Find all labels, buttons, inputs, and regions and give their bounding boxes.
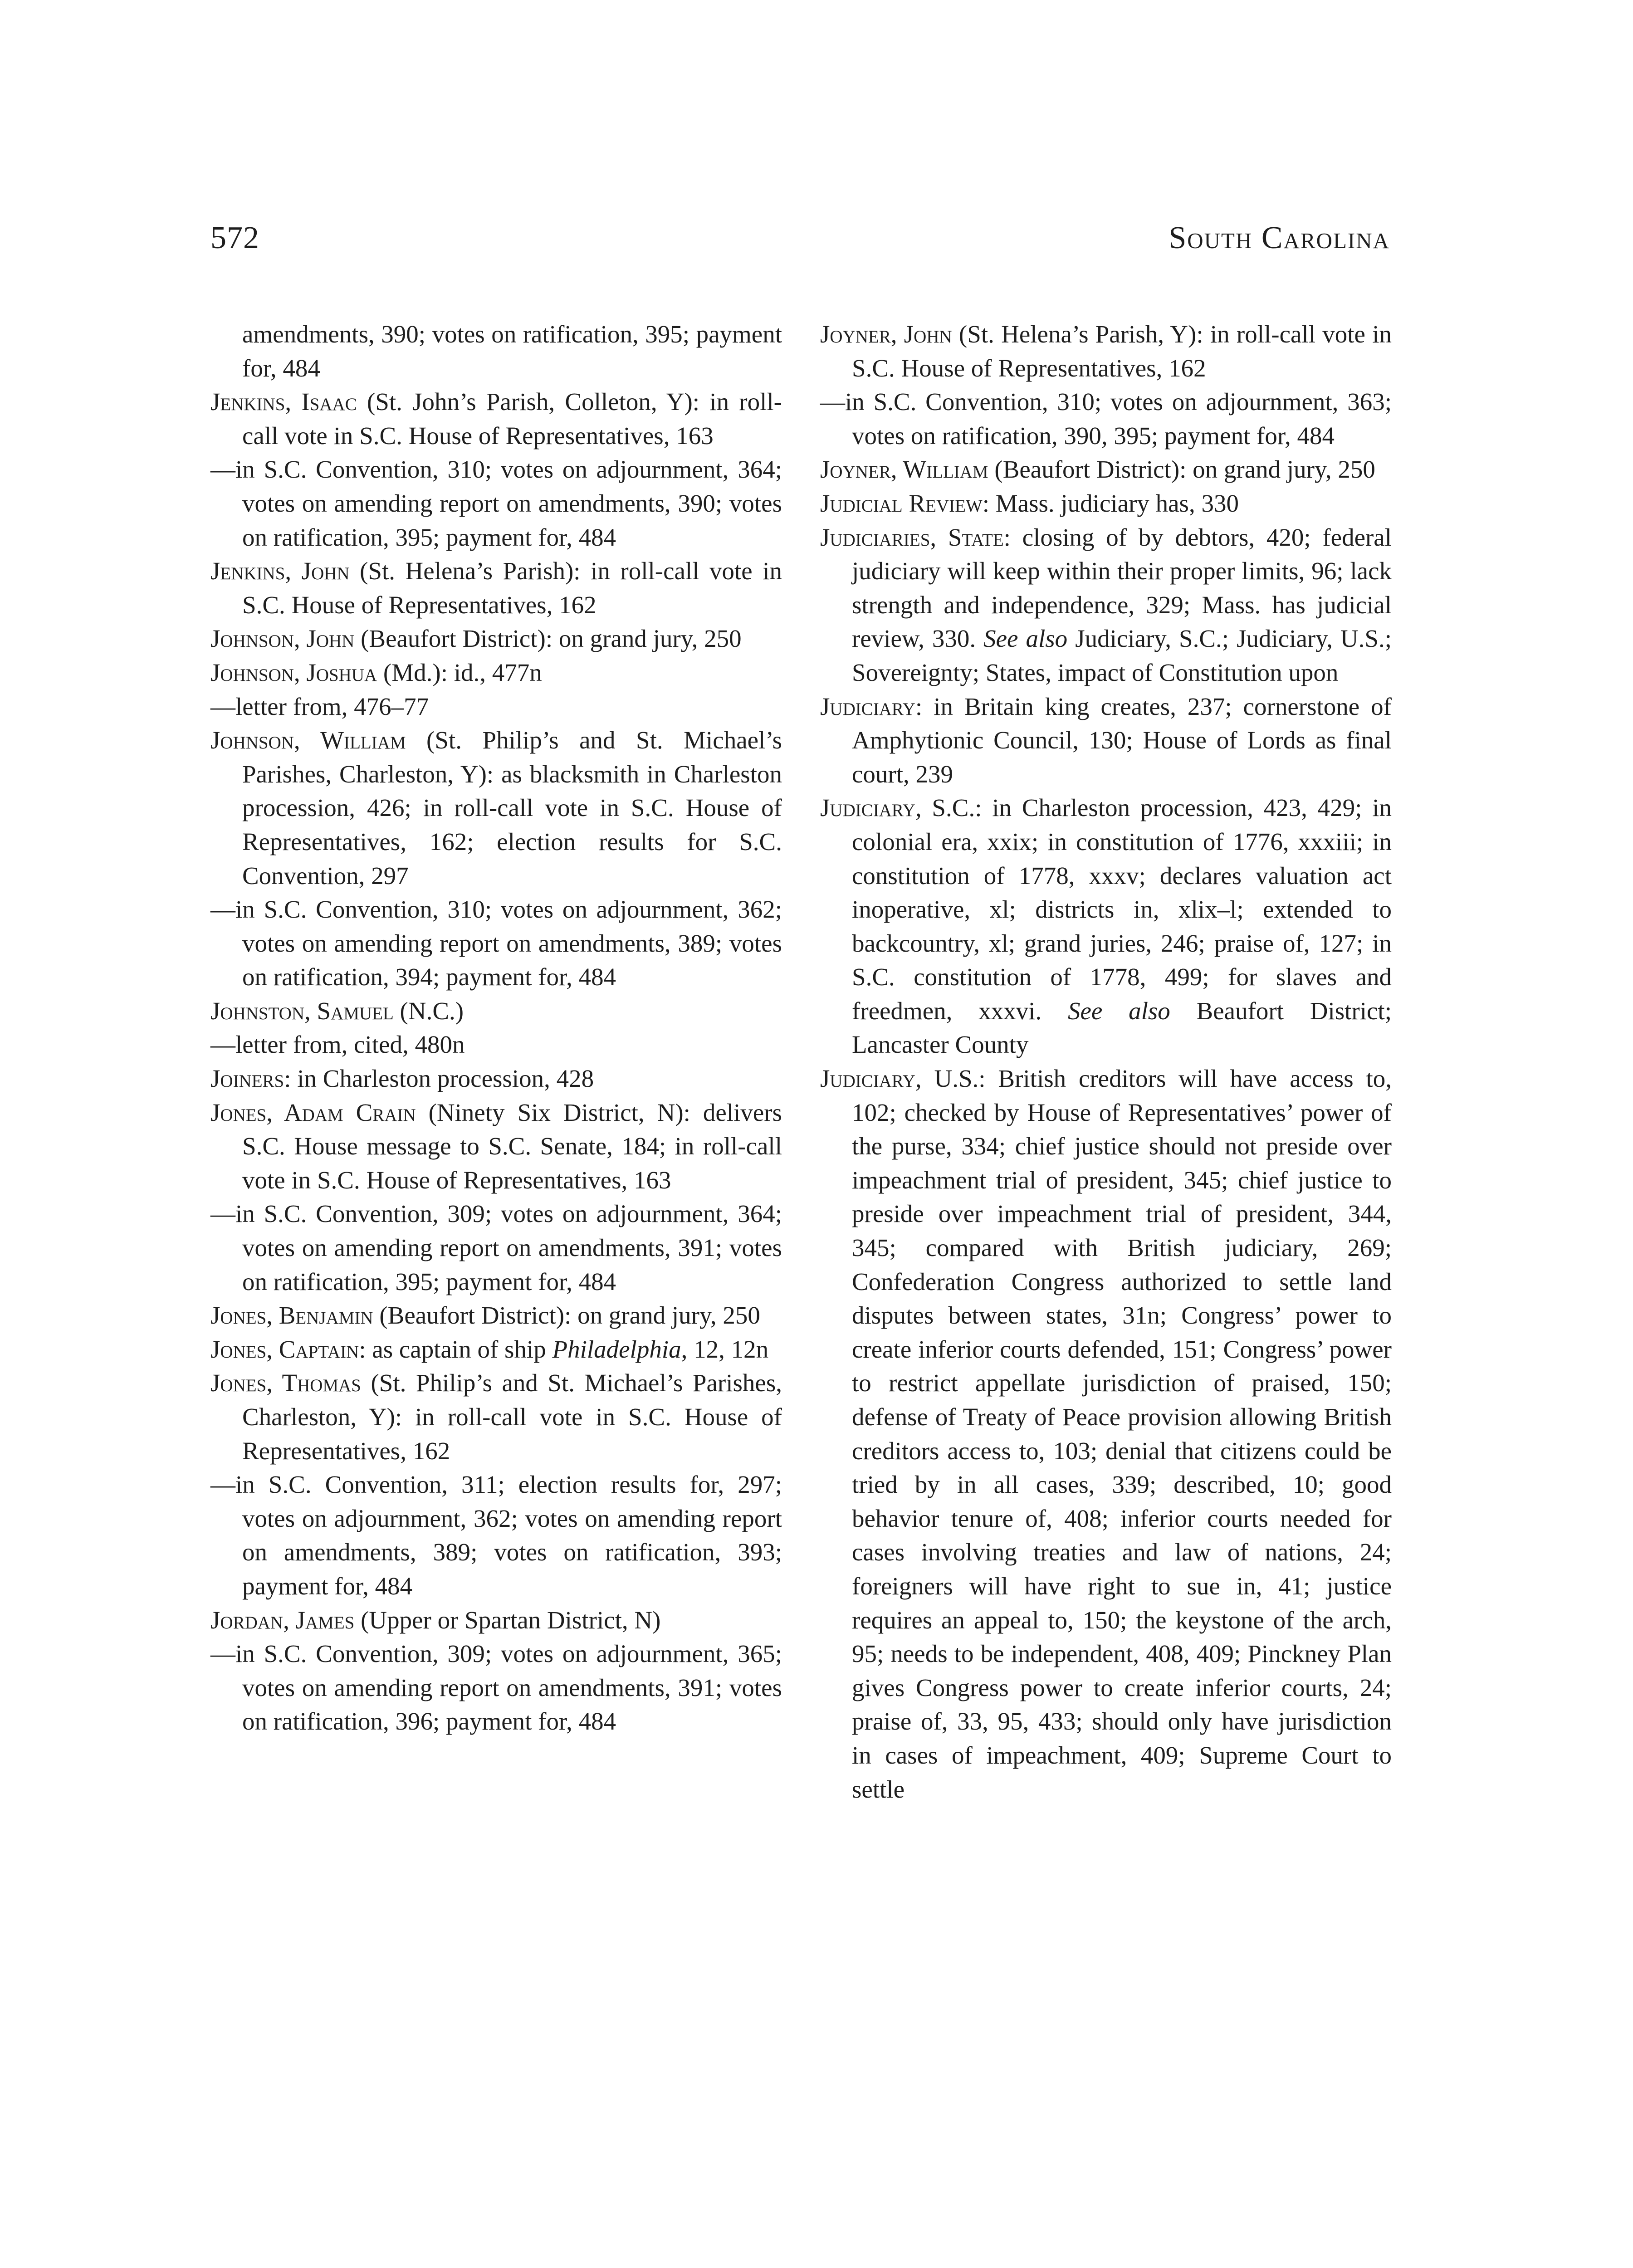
entry-heading: Joyner, William <box>820 455 988 484</box>
entry-heading: Judiciaries, State <box>820 523 1004 551</box>
index-subentry <box>210 1197 782 1299</box>
index-entry <box>210 656 782 690</box>
entry-text: : British creditors will have access to, 102; checked by House of Representatives’ power of the purse, 334; chief justice should not preside over impeachment trial of president, 345; chief justice to preside over impeachment trial of president, 344, 345; compared with British judiciary, 269; Confederation Congress authorized to settle land disputes between states, 31n; Congress’ power to create inferior courts defended, 151; Congress’ power to restrict appellate jurisdiction of praised, 150; defense of Treaty of Peace provision allowing British creditors access to, 103; denial that citizens could be tried by in all cases, 339; described, 10; good behavior tenure of, 408; inferior courts needed for cases involving treaties and law of nations, 24; foreigners will have right to sue in, 41; justice requires an appeal to, 150; the keystone of the arch, 95; needs to be independent, 408, 409; Pinckney Plan gives Congress power to create inferior courts, 24; praise of, 33, 95, 433; should only have jurisdiction in cases of impeachment, 409; Supreme Court to settle <box>852 1065 1392 1803</box>
index-subentry <box>210 318 782 385</box>
entry-text: —in S.C. Convention, 309; votes on adjournment, 364; votes on amending report on amendments, 391; votes on ratification, 395; payment for, 484 <box>210 1200 782 1295</box>
entry-text: (St. Helena’s Parish): in roll-call vote in S.C. House of Representatives, 162 <box>242 557 782 619</box>
index-entry <box>820 453 1392 487</box>
entry-text: : as captain of ship <box>359 1335 552 1363</box>
entry-text: —letter from, 476–77 <box>210 692 429 720</box>
entry-text: : closing of by debtors, 420; federal judiciary will keep within their proper limits, 96; lack strength and independence, 329; Mass. has judicial review, 330. <box>852 523 1392 653</box>
index-subentry <box>210 1637 782 1739</box>
entry-text-tail: Judiciary, S.C.; Judiciary, U.S.; Sovereignty; States, impact of Constitution upon <box>852 625 1392 686</box>
entry-heading: Judiciary <box>820 692 915 720</box>
entry-text: (N.C.) <box>393 997 464 1025</box>
entry-text: (Beaufort District): on grand jury, 250 <box>373 1301 760 1330</box>
index-entry <box>210 1333 782 1367</box>
index-subentry <box>820 385 1392 453</box>
entry-heading: Johnson, William <box>210 726 406 754</box>
entry-heading: Judiciary, U.S. <box>820 1065 979 1093</box>
entry-text: amendments, 390; votes on ratification, 395; payment for, 484 <box>242 320 782 382</box>
entry-text-tail: Beaufort District; Lancaster County <box>852 997 1392 1059</box>
entry-heading: Johnson, Joshua <box>210 658 377 686</box>
running-title: South Carolina <box>1169 220 1390 255</box>
entry-heading: Jones, Captain <box>210 1335 359 1363</box>
index-entry <box>820 690 1392 792</box>
index-subentry <box>210 1028 782 1062</box>
index-entry <box>820 1062 1392 1806</box>
index-subentry <box>210 1468 782 1603</box>
entry-heading: Judiciary, S.C. <box>820 794 975 822</box>
entry-italic: See also <box>1067 997 1170 1025</box>
entry-text: : in Charleston procession, 428 <box>284 1065 594 1093</box>
index-entry <box>210 1096 782 1198</box>
entry-text: —in S.C. Convention, 310; votes on adjournment, 363; votes on ratification, 390, 395; payment for, 484 <box>820 388 1392 450</box>
index-entry <box>210 622 782 656</box>
index-subentry <box>210 690 782 724</box>
entry-text: —in S.C. Convention, 309; votes on adjournment, 365; votes on amending report on amendments, 391; votes on ratification, 396; payment for, 484 <box>210 1640 782 1735</box>
entry-heading: Joiners <box>210 1065 284 1093</box>
entry-heading: Johnston, Samuel <box>210 997 394 1025</box>
running-head <box>210 222 1390 272</box>
index-column-left <box>210 318 782 1739</box>
index-entry <box>210 994 782 1028</box>
entry-text: : Mass. judiciary has, 330 <box>982 489 1239 517</box>
index-subentry <box>210 453 782 554</box>
entry-text: (Beaufort District): on grand jury, 250 <box>988 455 1375 484</box>
index-entry <box>210 554 782 622</box>
index-entry <box>210 723 782 893</box>
entry-italic: Philadelphia <box>552 1335 681 1363</box>
entry-heading: Jenkins, Isaac <box>210 388 357 416</box>
entry-text: (St. Helena’s Parish, Y): in roll-call vote in S.C. House of Representatives, 162 <box>852 320 1392 382</box>
entry-text: —in S.C. Convention, 310; votes on adjournment, 362; votes on amending report on amendments, 389; votes on ratification, 394; payment for, 484 <box>210 895 782 991</box>
index-subentry <box>210 893 782 994</box>
index-entry <box>820 487 1392 521</box>
entry-heading: Joyner, John <box>820 320 952 348</box>
index-entry <box>820 318 1392 385</box>
entry-heading: Judicial Review <box>820 489 983 517</box>
entry-text: (St. John’s Parish, Colleton, Y): in roll-call vote in S.C. House of Representatives, 163 <box>242 388 782 450</box>
entry-text: (Ninety Six District, N): delivers S.C. House message to S.C. Senate, 184; in roll-call vote in S.C. House of Representatives, 163 <box>242 1098 782 1194</box>
entry-heading: Jones, Adam Crain <box>210 1098 416 1126</box>
index-entry <box>210 1062 782 1096</box>
entry-text: (Md.): id., 477n <box>377 658 542 686</box>
entry-text: (Beaufort District): on grand jury, 250 <box>354 625 742 653</box>
entry-text: —in S.C. Convention, 311; election results for, 297; votes on adjournment, 362; votes on amending report on amendments, 389; votes on ratification, 393; payment for, 484 <box>210 1471 782 1600</box>
entry-text: —letter from, cited, 480n <box>210 1031 465 1059</box>
entry-text: —in S.C. Convention, 310; votes on adjournment, 364; votes on amending report on amendments, 390; votes on ratification, 395; payment for, 484 <box>210 455 782 551</box>
index-column-right <box>820 318 1392 1806</box>
page-number: 572 <box>210 220 259 255</box>
entry-heading: Jordan, James <box>210 1606 355 1634</box>
entry-text: : in Charleston procession, 423, 429; in colonial era, xxix; in constitution of 1776, xxxiii; in constitution of 1778, xxxv; declares valuation act inoperative, xl; districts in, xlix–l; extended to backcountry, xl; grand juries, 246; praise of, 127; in S.C. constitution of 1778, 499; for slaves and freedmen, xxxvi. <box>852 794 1392 1025</box>
entry-text: : in Britain king creates, 237; cornerstone of Amphytionic Council, 130; House of Lords as final court, 239 <box>852 692 1392 788</box>
entry-text-tail: , 12, 12n <box>681 1335 769 1363</box>
entry-italic: See also <box>983 625 1068 653</box>
index-entry <box>820 791 1392 1062</box>
index-entry <box>210 1299 782 1333</box>
index-entry <box>210 1366 782 1468</box>
entry-text: (St. Philip’s and St. Michael’s Parishes, Charleston, Y): as blacksmith in Charleston procession, 426; in roll-call vote in S.C. House of Representatives, 162; election results for S.C. Convention, 297 <box>242 726 782 890</box>
entry-heading: Jones, Thomas <box>210 1369 361 1397</box>
index-entry <box>210 1603 782 1637</box>
entry-heading: Johnson, John <box>210 625 355 653</box>
entry-text: (St. Philip’s and St. Michael’s Parishes, Charleston, Y): in roll-call vote in S.C. House of Representatives, 162 <box>242 1369 782 1465</box>
entry-text: (Upper or Spartan District, N) <box>354 1606 661 1634</box>
entry-heading: Jones, Benjamin <box>210 1301 373 1330</box>
index-entry <box>210 385 782 453</box>
index-entry <box>820 521 1392 690</box>
entry-heading: Jenkins, John <box>210 557 350 585</box>
